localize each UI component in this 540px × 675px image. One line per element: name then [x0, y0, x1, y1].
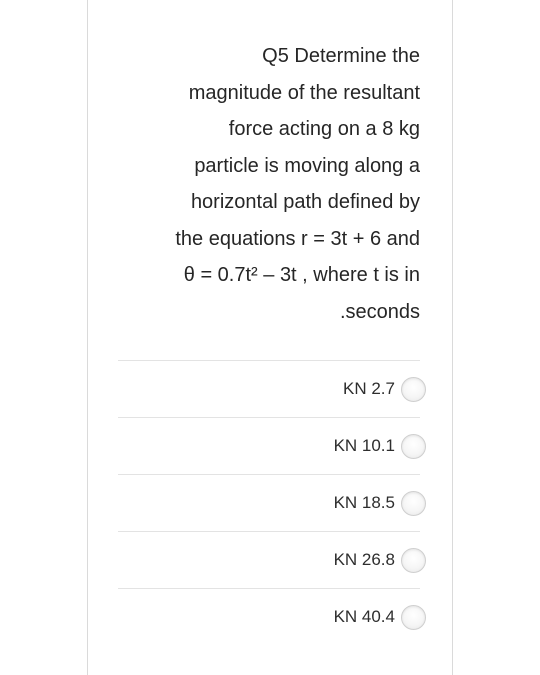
- question-line: magnitude of the resultant: [188, 81, 420, 104]
- radio-button[interactable]: [401, 377, 426, 402]
- question-card: [87, 0, 453, 675]
- answer-option-label: KN 40.4: [333, 607, 395, 626]
- answer-option-label: KN 18.5: [333, 493, 395, 512]
- answer-option-label: KN 26.8: [333, 550, 395, 569]
- answer-option-label: KN 10.1: [333, 436, 395, 455]
- answer-option-5[interactable]: [118, 588, 420, 645]
- answer-option-1[interactable]: [118, 360, 420, 417]
- radio-button[interactable]: [401, 605, 426, 630]
- question-line: .seconds: [339, 300, 420, 323]
- question-line: particle is moving along a: [194, 154, 420, 177]
- radio-button[interactable]: [401, 491, 426, 516]
- answer-options: [118, 360, 420, 645]
- answer-option-2[interactable]: [118, 417, 420, 474]
- answer-option-3[interactable]: [118, 474, 420, 531]
- question-line: horizontal path defined by: [190, 191, 420, 213]
- answer-option-label: KN 2.7: [343, 379, 395, 398]
- question-line: Q5 Determine the: [262, 45, 420, 67]
- question-text: [116, 38, 420, 330]
- question-line: force acting on a 8 kg: [228, 118, 420, 140]
- question-line: the equations r = 3t + 6 and: [175, 227, 420, 250]
- radio-button[interactable]: [401, 548, 426, 573]
- question-line: θ = 0.7t² – 3t , where t is in: [183, 264, 420, 286]
- answer-option-4[interactable]: [118, 531, 420, 588]
- radio-button[interactable]: [401, 434, 426, 459]
